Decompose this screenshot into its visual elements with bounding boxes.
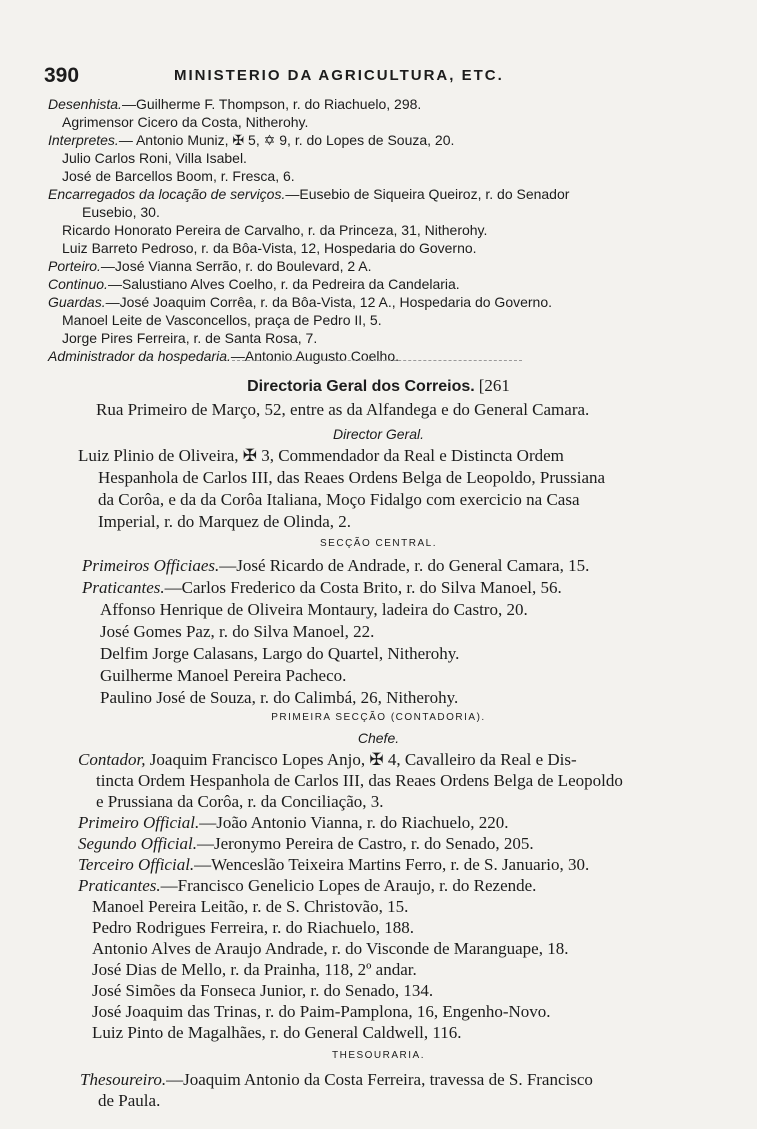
entry-text: —José Vianna Serrão, r. do Boulevard, 2 A. bbox=[100, 258, 372, 274]
role-label: Administrador da hospedaria. bbox=[48, 348, 231, 364]
role-label: Praticantes. bbox=[82, 578, 165, 597]
entry-ricardo: Ricardo Honorato Pereira de Carvalho, r. da Princeza, 31, Nitherohy. bbox=[62, 222, 488, 238]
entry-text: —Carlos Frederico da Costa Brito, r. do Silva Manoel, 56. bbox=[164, 578, 562, 597]
contadoria-name: José Simões da Fonseca Junior, r. do Senado, 134. bbox=[92, 981, 434, 1000]
entry-text: —Eusebio de Siqueira Queiroz, r. do Senador bbox=[285, 186, 570, 202]
role-label: Primeiros Officiaes. bbox=[82, 556, 220, 575]
section-divider bbox=[232, 360, 522, 361]
role-label: Guardas. bbox=[48, 294, 106, 310]
entry-desenhista bbox=[48, 96, 421, 112]
entry-encarregados-cont: Eusebio, 30. bbox=[82, 204, 160, 220]
entry-text: —Francisco Genelicio Lopes de Araujo, r. do Rezende. bbox=[160, 876, 537, 895]
contadoria-name: Pedro Rodrigues Ferreira, r. do Riachuelo, 188. bbox=[92, 918, 414, 937]
entry-text: — Antonio Muniz, ✠ 5, ✡ 9, r. do Lopes de Souza, 20. bbox=[118, 132, 455, 148]
role-label: Porteiro. bbox=[48, 258, 101, 274]
central-name: Affonso Henrique de Oliveira Montaury, ladeira do Castro, 20. bbox=[100, 600, 528, 619]
entry-text: —José Joaquim Corrêa, r. da Bôa-Vista, 12 A., Hospedaria do Governo. bbox=[105, 294, 553, 310]
entry-segundo-official bbox=[78, 834, 534, 854]
entry-porteiro bbox=[48, 258, 372, 274]
contadoria-name: José Joaquim das Trinas, r. do Paim-Pamplona, 16, Engenho-Novo. bbox=[92, 1002, 551, 1021]
director-line: da Corôa, e da da Corôa Italiana, Moço Fidalgo com exercicio na Casa bbox=[98, 490, 580, 509]
entry-interpretes bbox=[48, 132, 454, 149]
entry-jose-barcellos: José de Barcellos Boom, r. Fresca, 6. bbox=[62, 168, 295, 184]
page-header bbox=[44, 64, 604, 86]
contador-line: tincta Ordem Hespanhola de Carlos III, das Reaes Ordens Belga de Leopoldo bbox=[96, 771, 623, 790]
entry-luiz-barreto: Luiz Barreto Pedroso, r. da Bôa-Vista, 12, Hospedaria do Governo. bbox=[62, 240, 477, 256]
role-label: Thesoureiro. bbox=[80, 1070, 167, 1089]
thesoureiro-cont: de Paula. bbox=[98, 1091, 161, 1110]
entry-terceiro-official bbox=[78, 855, 589, 875]
entry-administrador bbox=[48, 348, 399, 364]
entry-text: —Wenceslão Teixeira Martins Ferro, r. de S. Januario, 30. bbox=[194, 855, 590, 874]
entry-praticantes bbox=[82, 578, 562, 598]
entry-text: —Antonio Augusto Coelho. bbox=[230, 348, 400, 364]
entry-agrimensor: Agrimensor Cicero da Costa, Nitherohy. bbox=[62, 114, 309, 130]
role-label: Interpretes. bbox=[48, 132, 119, 148]
section-ref: [261 bbox=[478, 376, 510, 395]
entry-primeiros-officiaes bbox=[82, 556, 589, 576]
role-label: Segundo Official. bbox=[78, 834, 197, 853]
role-label: Primeiro Official. bbox=[78, 813, 200, 832]
entry-manoel-leite: Manoel Leite de Vasconcellos, praça de Pedro II, 5. bbox=[62, 312, 382, 328]
central-name: Delfim Jorge Calasans, Largo do Quartel, Nitherohy. bbox=[100, 644, 460, 663]
role-label: Continuo. bbox=[48, 276, 108, 292]
central-name: Guilherme Manoel Pereira Pacheco. bbox=[100, 666, 347, 685]
entry-julio: Julio Carlos Roni, Villa Isabel. bbox=[62, 150, 247, 166]
director-line: Luiz Plinio de Oliveira, ✠ 3, Commendador da Real e Distincta Ordem bbox=[78, 446, 564, 465]
role-label: Desenhista. bbox=[48, 96, 122, 112]
chefe-heading: Chefe. bbox=[357, 730, 400, 746]
thesouraria-heading: THESOURARIA. bbox=[331, 1050, 425, 1061]
role-label: Terceiro Official. bbox=[78, 855, 195, 874]
entry-text: —Joaquim Antonio da Costa Ferreira, travessa de S. Francisco bbox=[166, 1070, 593, 1089]
contadoria-name: Antonio Alves de Araujo Andrade, r. do Visconde de Maranguape, 18. bbox=[92, 939, 569, 958]
director-line: Imperial, r. do Marquez de Olinda, 2. bbox=[98, 512, 352, 531]
director-heading: Director Geral. bbox=[332, 426, 425, 442]
contadoria-name: Manoel Pereira Leitão, r. de S. Christovão, 15. bbox=[92, 897, 409, 916]
entry-contador bbox=[78, 750, 577, 770]
central-name: Paulino José de Souza, r. do Calimbá, 26, Nitherohy. bbox=[100, 688, 459, 707]
contador-line: e Prussiana da Corôa, r. da Conciliação, 3. bbox=[96, 792, 384, 811]
entry-text: —Guilherme F. Thompson, r. do Riachuelo, 298. bbox=[121, 96, 422, 112]
running-head: MINISTERIO DA AGRICULTURA, ETC. bbox=[174, 67, 504, 84]
page-number: 390 bbox=[44, 64, 80, 87]
role-label: Encarregados da locação de serviços. bbox=[48, 186, 286, 202]
contadoria-name: Luiz Pinto de Magalhães, r. do General Caldwell, 116. bbox=[92, 1023, 462, 1042]
entry-text: —Salustiano Alves Coelho, r. da Pedreira da Candelaria. bbox=[107, 276, 460, 292]
entry-text: —Jeronymo Pereira de Castro, r. do Senado, 205. bbox=[196, 834, 534, 853]
correios-address: Rua Primeiro de Março, 52, entre as da Alfandega e do General Camara. bbox=[96, 400, 590, 419]
entry-text: Joaquim Francisco Lopes Anjo, ✠ 4, Cavalleiro da Real e Dis- bbox=[145, 750, 577, 769]
entry-thesoureiro bbox=[80, 1070, 593, 1090]
primeira-seccao-heading: PRIMEIRA SECÇÃO (CONTADORIA). bbox=[271, 712, 486, 723]
entry-text: —José Ricardo de Andrade, r. do General Camara, 15. bbox=[219, 556, 590, 575]
entry-guardas bbox=[48, 294, 552, 310]
role-label: Contador, bbox=[78, 750, 146, 769]
entry-encarregados bbox=[48, 186, 569, 202]
section-title: Directoria Geral dos Correios. bbox=[247, 378, 475, 395]
entry-jorge: Jorge Pires Ferreira, r. de Santa Rosa, 7. bbox=[62, 330, 318, 346]
central-name: José Gomes Paz, r. do Silva Manoel, 22. bbox=[100, 622, 375, 641]
contadoria-name: José Dias de Mello, r. da Prainha, 118, 2º andar. bbox=[92, 960, 417, 979]
section-title-correios bbox=[0, 376, 757, 396]
entry-primeiro-official bbox=[78, 813, 509, 833]
seccao-central-heading: SECÇÃO CENTRAL. bbox=[320, 538, 437, 549]
director-line: Hespanhola de Carlos III, das Reaes Ordens Belga de Leopoldo, Prussiana bbox=[98, 468, 606, 487]
entry-praticantes-contadoria bbox=[78, 876, 536, 896]
entry-continuo bbox=[48, 276, 460, 292]
role-label: Praticantes. bbox=[78, 876, 161, 895]
entry-text: —João Antonio Vianna, r. do Riachuelo, 220. bbox=[199, 813, 509, 832]
